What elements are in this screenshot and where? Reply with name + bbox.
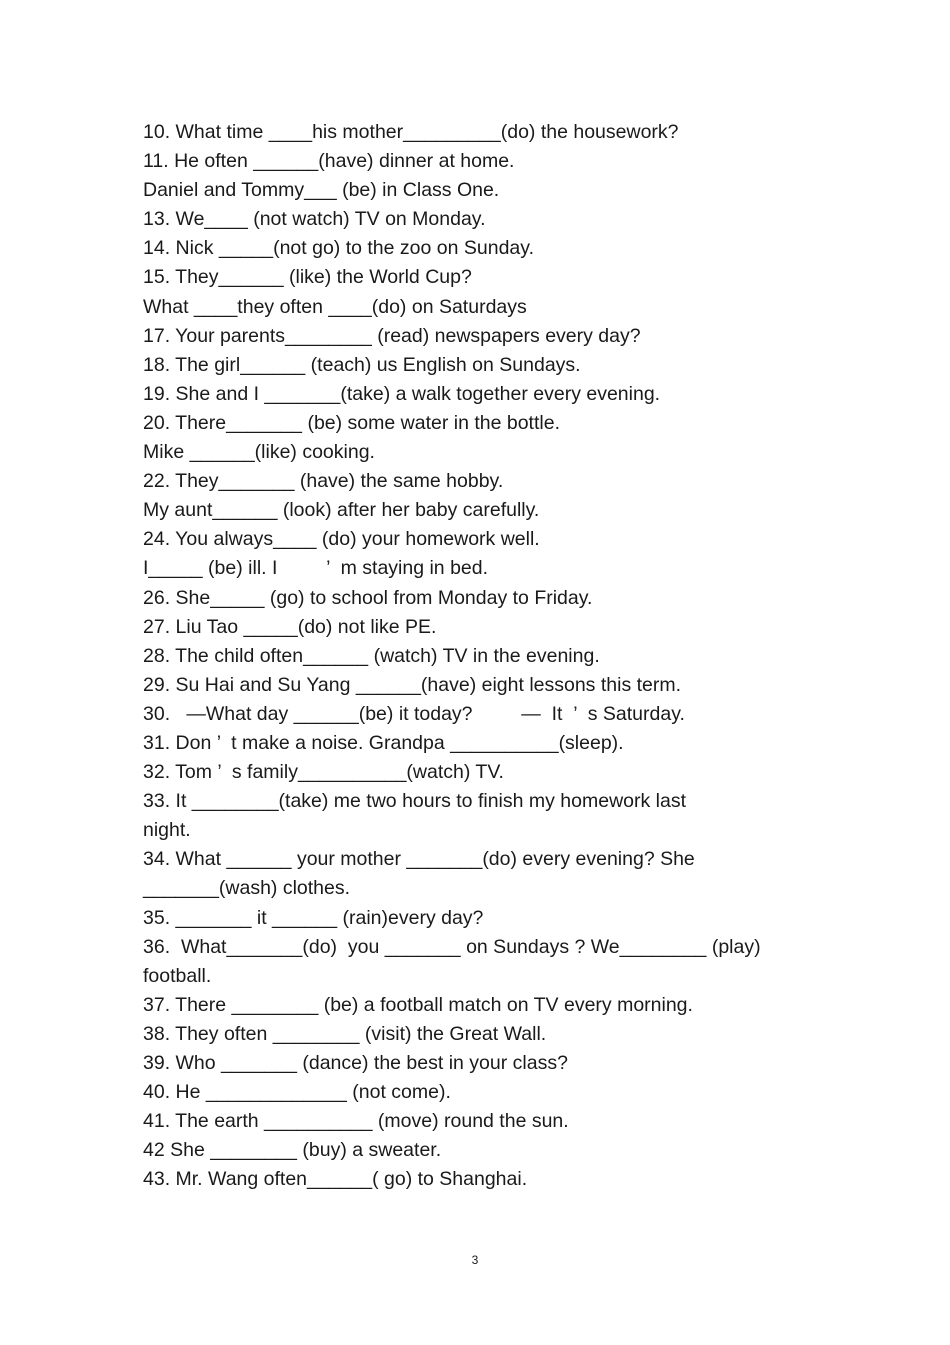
exercise-line: 42 She ________ (buy) a sweater. <box>143 1139 442 1162</box>
exercise-line: What ____they often ____(do) on Saturdays <box>143 295 527 318</box>
exercise-line: night. <box>143 819 191 842</box>
exercise-line: 17. Your parents________ (read) newspapers every day? <box>143 324 641 347</box>
exercise-line: 31. Don ’ t make a noise. Grandpa __________(sleep). <box>143 731 624 754</box>
exercise-line: 38. They often ________ (visit) the Great Wall. <box>143 1022 547 1045</box>
exercise-line: 26. She_____ (go) to school from Monday to Friday. <box>143 586 593 609</box>
exercise-line: I_____ (be) ill. I ’ m staying in bed. <box>143 557 489 580</box>
exercise-line: 35. _______ it ______ (rain)every day? <box>143 906 484 929</box>
exercise-line: 28. The child often______ (watch) TV in the evening. <box>143 644 600 667</box>
exercise-line: 13. We____ (not watch) TV on Monday. <box>143 208 486 231</box>
exercise-line: Mike ______(like) cooking. <box>143 441 375 464</box>
exercise-line: 15. They______ (like) the World Cup? <box>143 266 472 289</box>
exercise-list <box>143 118 823 1194</box>
exercise-line: 20. There_______ (be) some water in the bottle. <box>143 411 560 434</box>
exercise-line: 30. —What day ______(be) it today? — It ’ s Saturday. <box>143 702 685 725</box>
exercise-line: football. <box>143 964 212 987</box>
exercise-line: My aunt______ (look) after her baby carefully. <box>143 499 540 522</box>
exercise-line: _______(wash) clothes. <box>143 877 351 900</box>
exercise-line: 24. You always____ (do) your homework well. <box>143 528 540 551</box>
exercise-line: 14. Nick _____(not go) to the zoo on Sunday. <box>143 237 534 260</box>
exercise-line: 27. Liu Tao _____(do) not like PE. <box>143 615 437 638</box>
exercise-line: 32. Tom ’ s family__________(watch) TV. <box>143 761 504 784</box>
exercise-line: 22. They_______ (have) the same hobby. <box>143 470 504 493</box>
exercise-line: 18. The girl______ (teach) us English on Sundays. <box>143 353 581 376</box>
exercise-line: 37. There ________ (be) a football match on TV every morning. <box>143 993 693 1016</box>
exercise-line: Daniel and Tommy___ (be) in Class One. <box>143 179 500 202</box>
exercise-line: 33. It ________(take) me two hours to finish my homework last <box>143 790 687 813</box>
exercise-line: 10. What time ____his mother_________(do) the housework? <box>143 121 679 143</box>
page-number: 3 <box>471 1253 479 1267</box>
exercise-line: 40. He _____________ (not come). <box>143 1081 451 1104</box>
exercise-line: 41. The earth __________ (move) round the sun. <box>143 1110 569 1133</box>
exercise-line: 34. What ______ your mother _______(do) every evening? She <box>143 848 695 871</box>
exercise-line: 39. Who _______ (dance) the best in your class? <box>143 1052 568 1074</box>
exercise-line: 43. Mr. Wang often______( go) to Shanghai. <box>143 1168 528 1191</box>
exercise-line: 36. What_______(do) you _______ on Sundays ? We________ (play) <box>143 935 761 958</box>
exercise-line: 11. He often ______(have) dinner at home. <box>143 150 515 173</box>
exercise-line: 29. Su Hai and Su Yang ______(have) eight lessons this term. <box>143 673 682 696</box>
exercise-line: 19. She and I _______(take) a walk together every evening. <box>143 382 661 405</box>
